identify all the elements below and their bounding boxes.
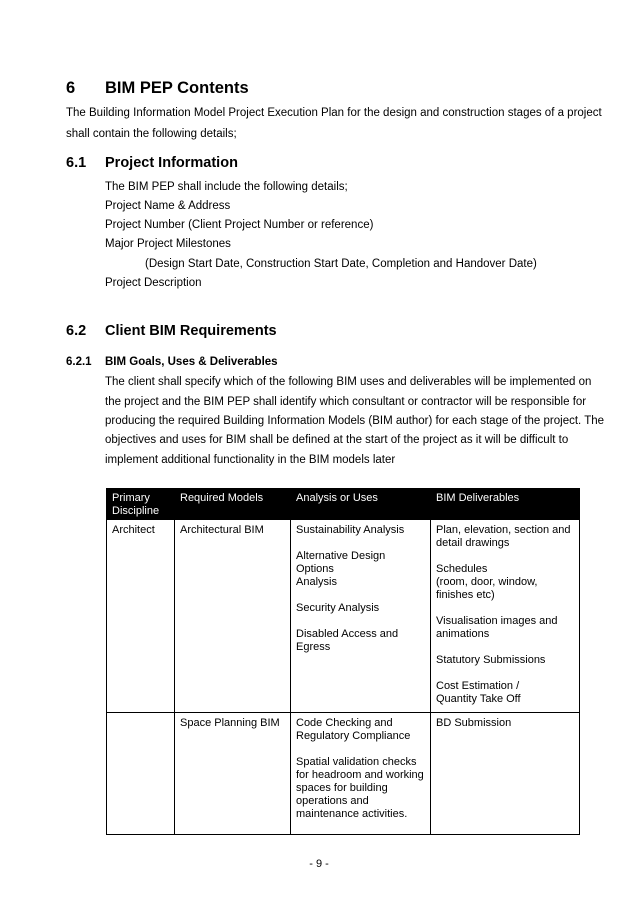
section-6-1-line: The BIM PEP shall include the following details; — [105, 181, 348, 193]
deliverables-line: detail drawings — [436, 537, 510, 549]
cell-discipline — [107, 713, 175, 835]
cell-model: Space Planning BIM — [175, 713, 291, 835]
cell-model: Architectural BIM — [175, 520, 291, 713]
section-6-2-1-line: implement additional functionality in the BIM models later — [105, 454, 396, 466]
uses-line: Disabled Access and — [296, 628, 399, 640]
section-6-1-milestones-detail: (Design Start Date, Construction Start Date, Completion and Handover Date) — [145, 258, 537, 270]
section-6-1-line: Project Description — [105, 277, 202, 289]
deliverables-line: (room, door, window, — [436, 576, 538, 588]
table-header-row — [107, 489, 580, 520]
cell-deliverables — [431, 713, 580, 835]
cell-discipline: Architect — [107, 520, 175, 713]
uses-line: Analysis — [296, 576, 337, 588]
section-6-1-line: Project Name & Address — [105, 200, 231, 212]
table-row — [107, 713, 580, 835]
header-primary-discipline: Primary Discipline — [107, 489, 175, 520]
section-6-2-number: 6.2 — [66, 323, 87, 339]
deliverables-line: Schedules — [436, 563, 488, 575]
section-6-2-1-line: objectives and uses for BIM shall be defined at the start of the project as it will be difficult to — [105, 434, 569, 446]
section-6-2-1-line: The client shall specify which of the following BIM uses and deliverables will be implemented on — [105, 376, 592, 388]
section-6-2-1-line: the project and the BIM PEP shall identify which consultant or contractor will be responsible for — [105, 396, 587, 408]
section-6-intro-line-1: The Building Information Model Project Execution Plan for the design and construction stages of a project — [66, 107, 602, 119]
uses-line: maintenance activities. — [296, 808, 408, 820]
uses-line: Code Checking and — [296, 717, 393, 729]
cell-uses — [291, 713, 431, 835]
deliverables-line: Visualisation images and — [436, 615, 558, 627]
uses-line: operations and — [296, 795, 369, 807]
deliverables-line: Plan, elevation, section and — [436, 524, 571, 536]
section-6-2-1-number: 6.2.1 — [66, 356, 92, 368]
section-6-title: BIM PEP Contents — [105, 79, 249, 97]
uses-line: for headroom and working — [296, 769, 424, 781]
cell-deliverables — [431, 520, 580, 713]
header-required-models: Required Models — [175, 489, 291, 520]
uses-line: Egress — [296, 641, 331, 653]
deliverables-line: Quantity Take Off — [436, 693, 521, 705]
section-6-intro-line-2: shall contain the following details; — [66, 128, 237, 140]
section-6-2-1-line: producing the required Building Information Models (BIM author) for each stage of the project. The — [105, 415, 605, 427]
table-row — [107, 520, 580, 713]
uses-line: Sustainability Analysis — [296, 524, 405, 536]
uses-line: Security Analysis — [296, 602, 380, 614]
section-6-2-1-title: BIM Goals, Uses & Deliverables — [105, 356, 278, 368]
deliverables-line: finishes etc) — [436, 589, 495, 601]
header-bim-deliverables: BIM Deliverables — [431, 489, 580, 520]
section-6-1-title: Project Information — [105, 155, 238, 171]
deliverables-line: animations — [436, 628, 490, 640]
uses-line: Alternative Design Options — [296, 550, 386, 575]
deliverables-line: Cost Estimation / — [436, 680, 520, 692]
cell-uses — [291, 520, 431, 713]
uses-line: Spatial validation checks — [296, 756, 417, 768]
deliverables-line: BD Submission — [436, 717, 512, 729]
section-6-1-number: 6.1 — [66, 155, 87, 171]
header-analysis-or-uses: Analysis or Uses — [291, 489, 431, 520]
uses-line: spaces for building — [296, 782, 388, 794]
section-6-1-line: Project Number (Client Project Number or reference) — [105, 219, 374, 231]
deliverables-line: Statutory Submissions — [436, 654, 546, 666]
bim-requirements-table — [106, 488, 580, 835]
section-6-number: 6 — [66, 79, 76, 97]
page-number: - 9 - — [309, 858, 329, 870]
uses-line: Regulatory Compliance — [296, 730, 411, 742]
section-6-2-title: Client BIM Requirements — [105, 323, 277, 339]
section-6-1-line: Major Project Milestones — [105, 238, 231, 250]
